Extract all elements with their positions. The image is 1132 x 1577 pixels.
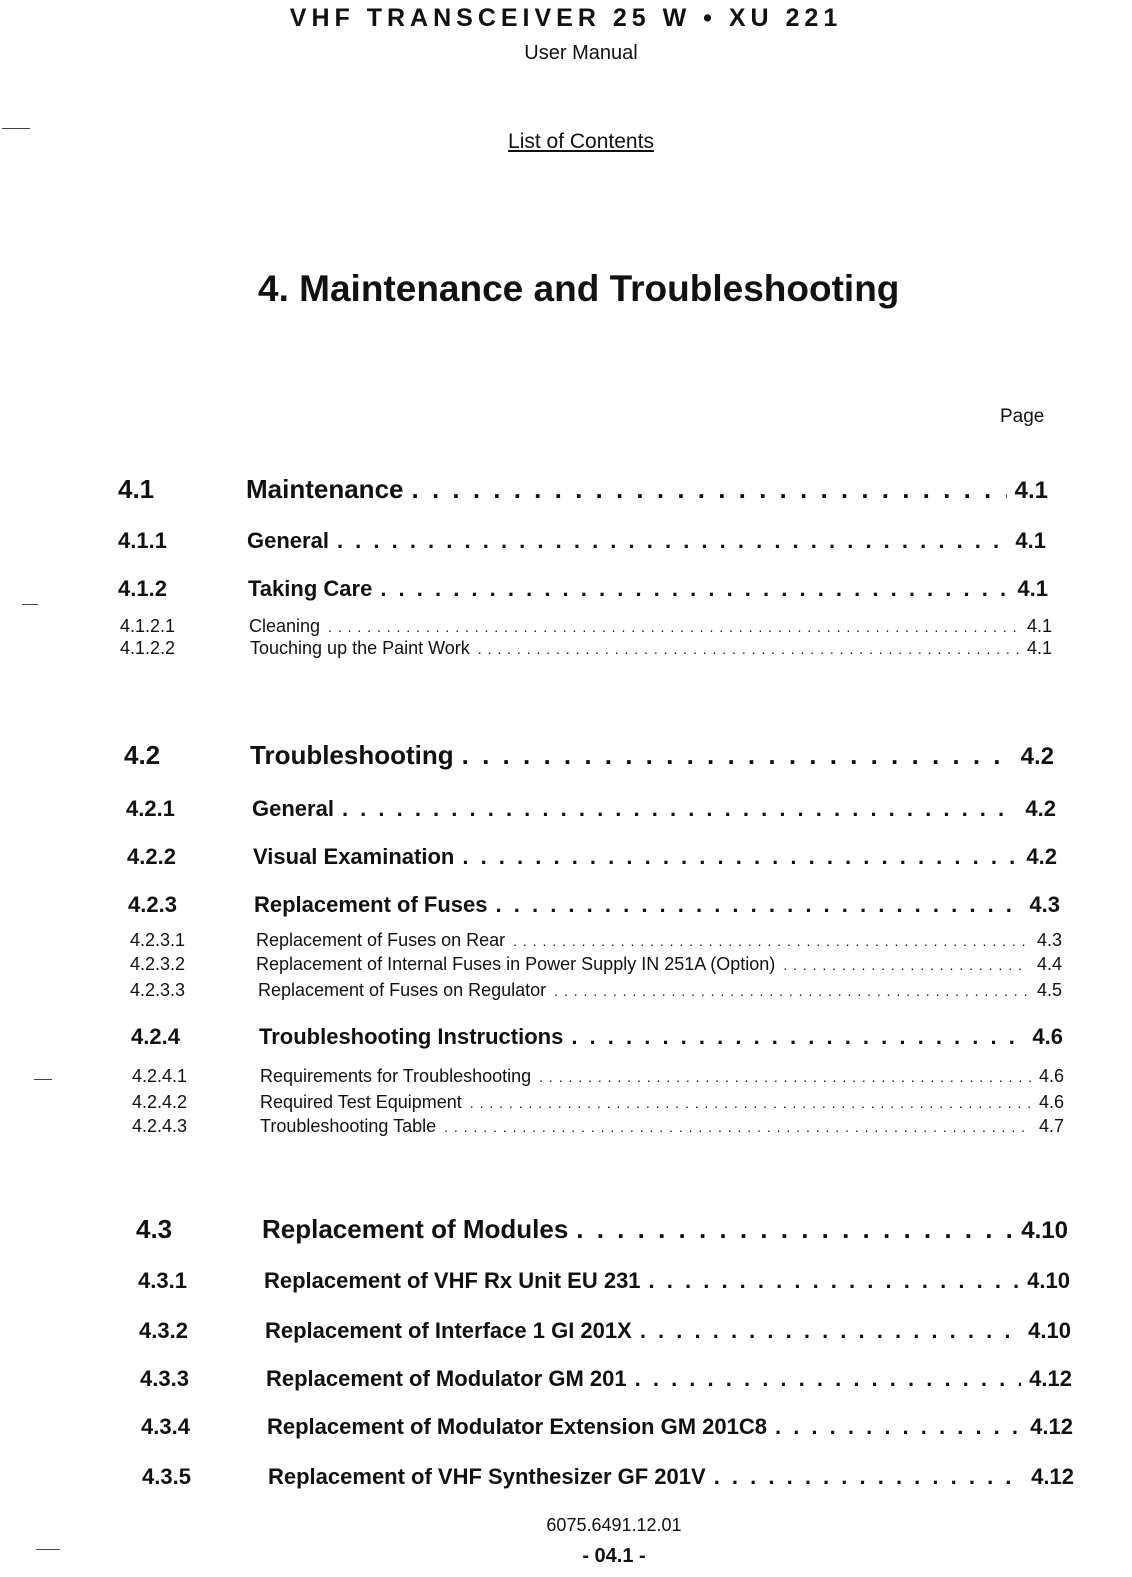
toc-entry-title: Touching up the Paint Work: [250, 638, 470, 658]
toc-entry-page: 4.2: [1020, 743, 1054, 770]
dot-leader: [478, 641, 1019, 657]
toc-entry-number: 4.1.2.2: [120, 638, 176, 658]
dot-leader: [576, 1214, 1013, 1245]
toc-entry-title: Maintenance: [246, 474, 404, 504]
dot-leader: [342, 796, 1017, 822]
toc-entry: [118, 528, 1046, 554]
toc-entry: [118, 576, 1048, 602]
toc-entry-page: 4.4: [1036, 954, 1062, 974]
toc-entry-number: 4.2: [124, 740, 161, 770]
toc-entry-page: 4.10: [1021, 1217, 1068, 1244]
toc-entry: [138, 1268, 1070, 1294]
dot-leader: [775, 1414, 1022, 1440]
toc-entry: [142, 1464, 1074, 1490]
toc-entry-number: 4.2.1: [126, 796, 175, 821]
scan-mark: [22, 604, 38, 605]
toc-entry-number: 4.1.1: [118, 528, 167, 553]
dot-leader: [714, 1464, 1023, 1490]
dot-leader: [635, 1366, 1022, 1392]
toc-entry-number: 4.1: [118, 474, 155, 504]
toc-entry-title: Taking Care: [248, 576, 373, 601]
toc-entry-number: 4.2.3.1: [130, 930, 186, 950]
toc-entry-title: Visual Examination: [253, 844, 455, 869]
dot-leader: [640, 1318, 1020, 1344]
toc-entry-number: 4.3.2: [139, 1318, 188, 1343]
toc-entry-page: 4.7: [1038, 1116, 1064, 1136]
toc-entry-number: 4.3.5: [142, 1464, 191, 1489]
toc-entry-title: Replacement of Modulator Extension GM 201C8: [267, 1414, 767, 1439]
dot-leader: [513, 933, 1029, 949]
dot-leader: [470, 1095, 1031, 1111]
toc-entry-title: Cleaning: [249, 616, 321, 636]
toc-entry: [130, 980, 1062, 1001]
toc-entry-page: 4.6: [1032, 1024, 1063, 1049]
toc-entry-number: 4.2.4: [131, 1024, 180, 1049]
toc-entry-title: Troubleshooting: [250, 740, 454, 770]
toc-entry-title: Replacement of Interface 1 GI 201X: [265, 1318, 632, 1343]
toc-entry-title: Troubleshooting Table: [260, 1116, 437, 1136]
toc-entry: [127, 844, 1057, 870]
toc-entry-page: 4.6: [1038, 1092, 1064, 1112]
toc-entry-page: 4.1: [1015, 528, 1046, 553]
scan-mark: [34, 1079, 52, 1080]
dot-leader: [328, 619, 1019, 635]
toc-entry: [130, 954, 1062, 975]
toc-entry: [120, 638, 1052, 659]
page-column-header: Page: [1000, 406, 1045, 427]
dot-leader: [444, 1119, 1031, 1135]
toc-entry: [124, 740, 1054, 771]
toc-entry-number: 4.2.3.2: [130, 954, 186, 974]
toc-entry-page: 4.3: [1036, 930, 1062, 950]
toc-entry-page: 4.3: [1029, 892, 1060, 917]
document-header-title: VHF TRANSCEIVER 25 W • XU 221: [289, 4, 843, 32]
toc-entry-title: Required Test Equipment: [260, 1092, 462, 1112]
toc-entry-number: 4.2.4.3: [132, 1116, 188, 1136]
toc-entry-page: 4.5: [1036, 980, 1062, 1000]
toc-entry-number: 4.3.1: [138, 1268, 187, 1293]
dot-leader: [571, 1024, 1024, 1050]
toc-entry: [118, 474, 1048, 505]
toc-entry-page: 4.2: [1026, 844, 1057, 869]
toc-entry-number: 4.3: [136, 1214, 173, 1244]
toc-entry-number: 4.2.2: [127, 844, 176, 869]
toc-entry-page: 4.12: [1030, 1414, 1073, 1439]
toc-entry: [140, 1366, 1072, 1392]
toc-entry: [132, 1066, 1064, 1087]
toc-entry-page: 4.1: [1017, 576, 1048, 601]
toc-entry-number: 4.3.3: [140, 1366, 189, 1391]
toc-entry-number: 4.2.3.3: [130, 980, 186, 1000]
toc-entry-number: 4.1.2.1: [120, 616, 176, 636]
toc-entry-page: 4.12: [1031, 1464, 1074, 1489]
toc-entry: [132, 1092, 1064, 1113]
dot-leader: [783, 957, 1029, 973]
toc-entry: [120, 616, 1052, 637]
toc-entry-title: Replacement of Fuses on Regulator: [258, 980, 547, 1000]
toc-entry-title: Replacement of Modulator GM 201: [266, 1366, 627, 1391]
toc-entry-number: 4.3.4: [141, 1414, 190, 1439]
dot-leader: [496, 892, 1022, 918]
document-header-subtitle: User Manual: [524, 42, 638, 64]
dot-leader: [649, 1268, 1020, 1294]
toc-entry-number: 4.1.2: [118, 576, 167, 601]
list-of-contents-title: List of Contents: [508, 130, 654, 153]
toc-entry: [141, 1414, 1073, 1440]
toc-entry-title: Troubleshooting Instructions: [259, 1024, 564, 1049]
document-code: 6075.6491.12.01: [546, 1515, 682, 1535]
scan-mark: [2, 128, 30, 129]
toc-entry: [139, 1318, 1071, 1344]
toc-entry-title: Replacement of Modules: [262, 1214, 569, 1244]
toc-entry-number: 4.2.4.2: [132, 1092, 188, 1112]
toc-entry-page: 4.12: [1029, 1366, 1072, 1391]
toc-entry-page: 4.1: [1014, 477, 1048, 504]
toc-entry-title: General: [247, 528, 329, 553]
toc-entry: [126, 796, 1056, 822]
dot-leader: [412, 474, 1007, 505]
toc-entry-page: 4.10: [1027, 1268, 1070, 1293]
toc-entry-number: 4.2.4.1: [132, 1066, 188, 1086]
toc-entry-title: Replacement of VHF Rx Unit EU 231: [264, 1268, 641, 1293]
toc-entry-title: Replacement of Internal Fuses in Power Supply IN 251A (Option): [256, 954, 776, 974]
dot-leader: [337, 528, 1007, 554]
page-number: - 04.1 -: [582, 1545, 646, 1567]
toc-entry-page: 4.1: [1026, 616, 1052, 636]
chapter-title: 4. Maintenance and Troubleshooting: [258, 268, 900, 309]
toc-entry-title: Replacement of Fuses: [254, 892, 488, 917]
toc-entry: [128, 892, 1060, 918]
toc-entry-title: Replacement of Fuses on Rear: [256, 930, 506, 950]
toc-entry-number: 4.2.3: [128, 892, 177, 917]
toc-entry-page: 4.6: [1038, 1066, 1064, 1086]
dot-leader: [539, 1069, 1031, 1085]
toc-entry-title: Requirements for Troubleshooting: [260, 1066, 532, 1086]
toc-entry-page: 4.1: [1026, 638, 1052, 658]
toc-entry: [131, 1024, 1063, 1050]
toc-entry: [136, 1214, 1068, 1245]
toc-entry-page: 4.2: [1025, 796, 1056, 821]
dot-leader: [462, 740, 1013, 771]
dot-leader: [380, 576, 1009, 602]
dot-leader: [554, 983, 1029, 999]
toc-entry-page: 4.10: [1028, 1318, 1071, 1343]
toc-entry-title: General: [252, 796, 334, 821]
dot-leader: [462, 844, 1018, 870]
toc-entry: [132, 1116, 1064, 1137]
toc-entry-title: Replacement of VHF Synthesizer GF 201V: [268, 1464, 706, 1489]
toc-entry: [130, 930, 1062, 951]
